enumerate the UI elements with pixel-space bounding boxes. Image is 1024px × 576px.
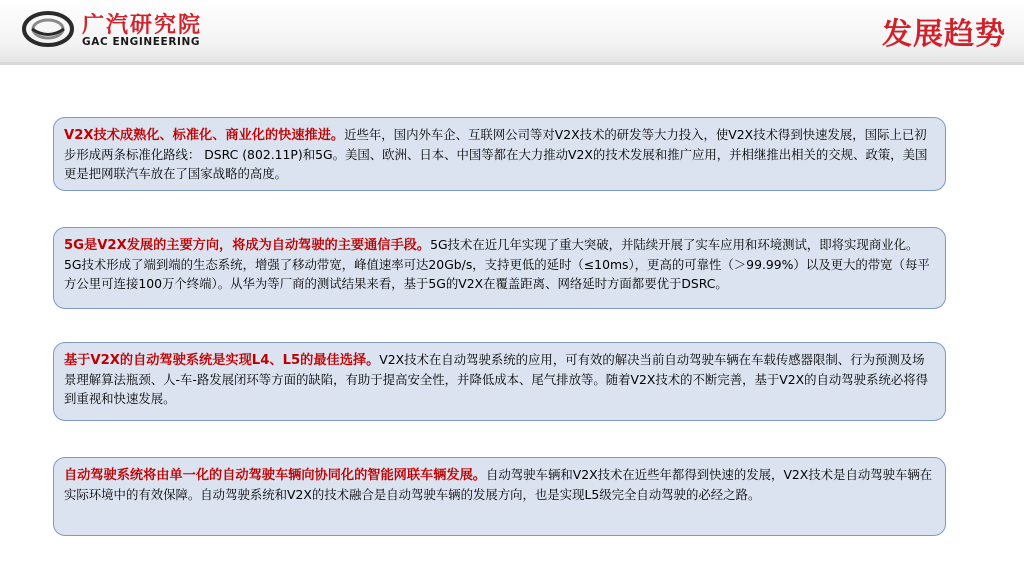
card-highlight: 基于V2X的自动驾驶系统是实现L4、L5的最佳选择。 (64, 353, 380, 368)
card-body: 5G技术在近几年实现了重大突破，并陆续开展了实车应用和环境测试，即将实现商业化。5G技术形成了端到端的生态系统，增强了移动带宽，峰值速率可达20Gb/s，支持更低的延时（≤10ms），更高的可靠性（＞99.99%）以及更大的带宽（每平方公里可连接100万个终端）。从华为等厂商的测试结果来看，基于5G的V2X在覆盖距离、网络延时方面都要优于DSRC。 (64, 237, 930, 291)
card-highlight: 自动驾驶系统将由单一化的自动驾驶车辆向协同化的智能网联车辆发展。 (64, 468, 486, 483)
logo-text-en: GAC ENGINEERING (82, 36, 201, 48)
gac-logo-icon (22, 10, 74, 48)
card-body: 自动驾驶车辆和V2X技术在近些年都得到快速的发展，V2X技术是自动驾驶车辆在实际环境中的有效保障。自动驾驶系统和V2X的技术融合是自动驾驶车辆的发展方向，也是实现L5级完全自动驾驶的必经之路。 (64, 467, 933, 502)
page-title: 发展趋势 (882, 17, 1006, 52)
card-body: V2X技术在自动驾驶系统的应用，可有效的解决当前自动驾驶车辆在车载传感器限制、行为预测及场景理解算法瓶颈、人-车-路发展闭环等方面的缺陷，有助于提高安全性，并降低成本、尾气排放等。随着V2X技术的不断完善，基于V2X的自动驾驶系统必将得到重视和快速发展。 (64, 352, 929, 406)
header-divider (0, 62, 1024, 65)
card-highlight: V2X技术成熟化、标准化、商业化的快速推进。 (64, 128, 345, 143)
card-body: 近些年，国内外车企、互联网公司等对V2X技术的研发等大力投入，使V2X技术得到快速发展，国际上已初步形成两条标准化路线： DSRC (802.11P)和5G。美国、欧洲、日本、中国等都在大力推动V2X的技术发展和推广应用，并相继推出相关的交规、政策，美国更是把网联汽车放在了国家战略的高度。 (64, 127, 928, 181)
trend-card-3 (53, 342, 946, 421)
card-highlight: 5G是V2X发展的主要方向，将成为自动驾驶的主要通信手段。 (64, 238, 431, 253)
trend-card-1 (53, 117, 946, 191)
trend-card-2 (53, 227, 946, 309)
header-bar (0, 0, 1024, 62)
trend-card-4 (53, 457, 946, 536)
logo-text-cn: 广汽研究院 (82, 13, 203, 38)
